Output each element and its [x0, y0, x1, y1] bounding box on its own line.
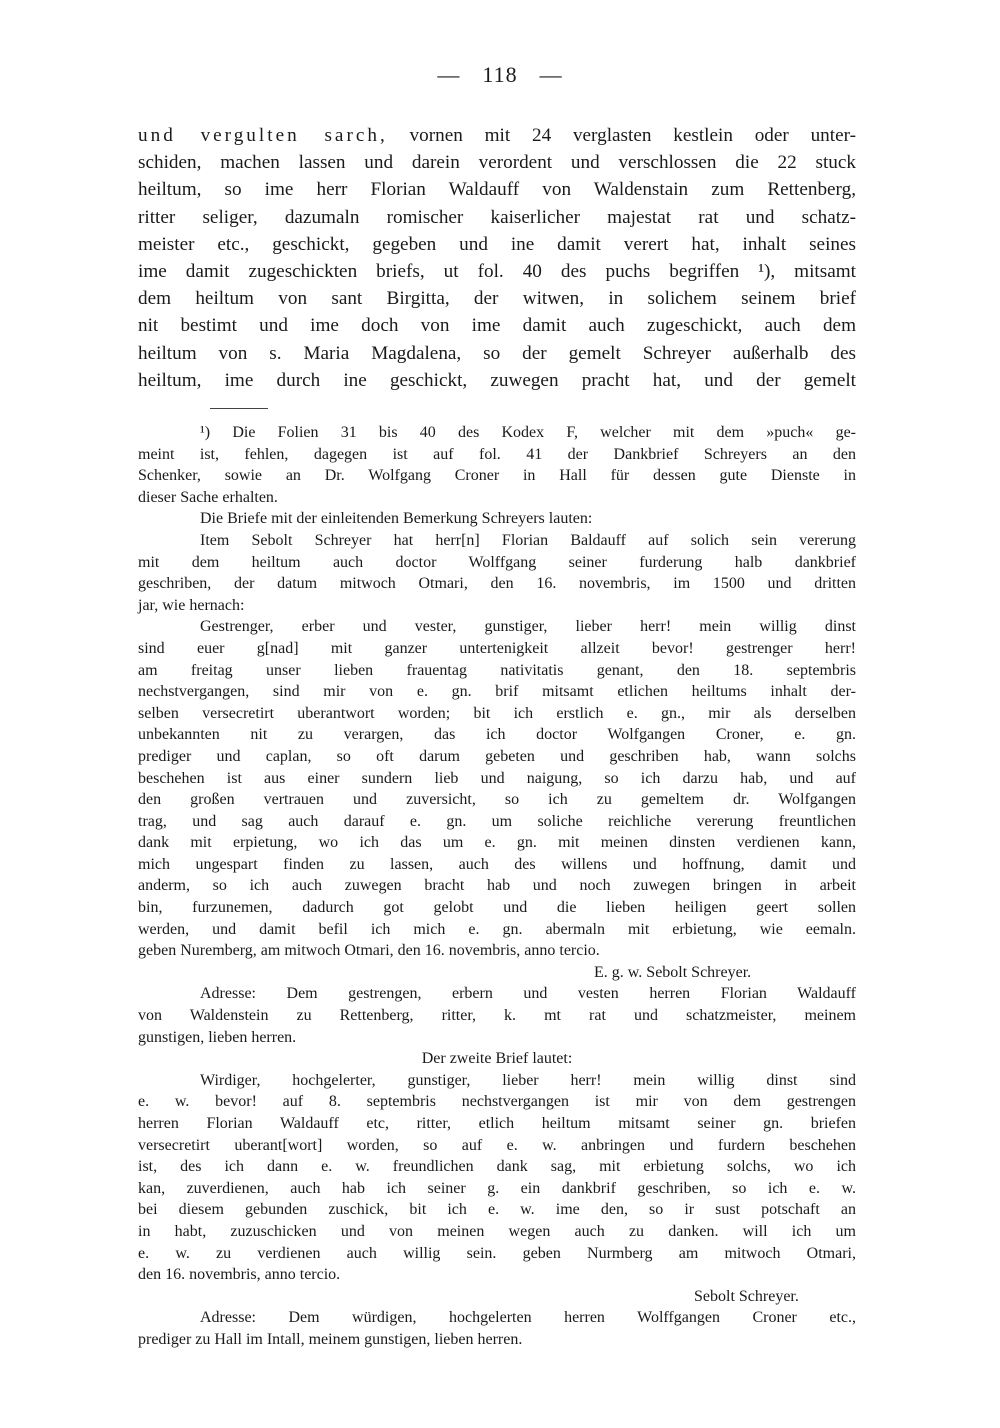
letter1-address-line: von Waldenstein zu Rettenberg, ritter, k. mt rat und schatzmeister, meinem [138, 1007, 856, 1025]
letter1-line: unbekannten nit zu verargen, das ich doctor Wolfgangen Croner, e. gn. [138, 726, 856, 744]
footnote-line: meint ist, fehlen, dagegen ist auf fol. 41 der Dankbrief Schreyers an den [138, 445, 856, 463]
letter2-line: e. w. bevor! auf 8. septembris nechstvergangen ist mir von dem gestrengen [138, 1093, 856, 1111]
intro-line: Item Sebolt Schreyer hat herr[n] Florian Baldauff auf solich sein vererung [200, 531, 856, 549]
main-text-line: ime damit zugeschickten briefs, ut fol. 40 des puchs begriffen ¹), mitsamt [138, 261, 856, 283]
letter1-line: selben versecretirt uberantwort worden; bit ich erstlich e. gn., mir als derselben [138, 704, 856, 722]
letter1-line: beschehen ist aus einer sundern lieb und naigung, so ich darzu hab, und auf [138, 769, 856, 787]
letter1-line: anderm, so ich auch zuwegen bracht hab und noch zuwegen bringen in arbeit [138, 877, 856, 895]
spaced-emphasis: und vergulten sarch, [138, 125, 388, 146]
letter2-line: ist, des ich dann e. w. freundlichen dank sag, mit erbietung solchs, wo ich [138, 1158, 856, 1176]
letter1-address-line: gunstigen, lieben herren. [138, 1028, 297, 1046]
letter1-line: dank mit erpietung, wo ich das um e. gn. mit meinen dinsten verdienen kann, [138, 834, 856, 852]
letter2-heading: Der zweite Brief lautet: [421, 1050, 573, 1068]
page-number-dash-left: — [437, 62, 461, 87]
letter1-line: bin, furzunemen, dadurch got gelobt und die lieben heiligen geert sollen [138, 899, 856, 917]
footnote-line: dieser Sache erhalten. [138, 488, 278, 506]
letter2-line: e. w. zu verdienen auch willig sein. geben Nurmberg am mitwoch Otmari, [138, 1244, 856, 1262]
main-text-line: heiltum, ime durch ine geschickt, zuwegen pracht hat, und der gemelt [138, 369, 856, 391]
letter2-address-line: Adresse: Dem würdigen, hochgelerten herren Wolffgangen Croner etc., [200, 1309, 856, 1327]
letter2-line: bei diesem gebunden zuschick, bit ich e. w. ime den, so ir sust potschaft an [138, 1201, 856, 1219]
letter1-line: sind euer g[nad] mit ganzer untertenigkeit allzeit bevor! gestrenger herr! [138, 639, 856, 657]
main-text-line: ritter seliger, dazumaln romischer kaiserlicher majestat rat und schatz- [138, 206, 856, 228]
footnote-line: ¹) Die Folien 31 bis 40 des Kodex F, welcher mit dem »puch« ge- [200, 424, 856, 441]
letter1-address-line: Adresse: Dem gestrengen, erbern und vesten herren Florian Waldauff [200, 985, 856, 1003]
main-text-line: schiden, machen lassen und darein verordent und verschlossen die 22 stuck [138, 152, 856, 174]
letter1-line: nechstvergangen, sind mir von e. gn. brif mitsamt etlichen heiltums inhalt der- [138, 683, 856, 701]
main-text-line [138, 122, 856, 149]
letter2-line: versecretirt uberant[wort] worden, so auf e. w. anbringen und furdern beschehen [138, 1136, 856, 1154]
main-text [138, 122, 856, 394]
letters-intro: Die Briefe mit der einleitenden Bemerkung Schreyers lauten: [200, 510, 593, 528]
letter2-line: herren Florian Waldauff etc, ritter, etlich heiltum mitsamt seiner gn. briefen [138, 1115, 856, 1132]
page-number-value: 118 [482, 62, 518, 87]
letter1-line: werden, und damit befil ich mich e. gn. abermaln mit erbietung, wie eemaln. [138, 920, 856, 938]
main-text-line: nit bestimt und ime doch von ime damit auch zugeschickt, auch dem [138, 315, 856, 337]
main-text-line: heiltum von s. Maria Magdalena, so der gemelt Schreyer außerhalb des [138, 342, 856, 364]
letter2-address-line: prediger zu Hall im Intall, meinem gunstigen, lieben herren. [138, 1330, 523, 1348]
letter1-line: geben Nuremberg, am mitwoch Otmari, den 16. novembris, anno tercio. [138, 942, 600, 960]
page-number [0, 62, 1000, 88]
letter1-line: den großen vertrauen und zuversicht, so ich zu gemeltem dr. Wolfgangen [138, 791, 856, 809]
letter1-line: am freitag unser lieben frauentag nativitatis genant, den 18. septembris [138, 661, 856, 679]
letter2-line: den 16. novembris, anno tercio. [138, 1266, 341, 1284]
intro-line: geschriben, der datum mitwoch Otmari, den 16. novembris, im 1500 und dritten [138, 575, 856, 593]
main-text-line: dem heiltum von sant Birgitta, der witwen, in solichem seinem brief [138, 288, 856, 310]
footnote-line: Schenker, sowie an Dr. Wolfgang Croner in Hall für dessen gute Dienste in [138, 467, 856, 485]
footnote-divider [210, 408, 268, 409]
letter2-line: Wirdiger, hochgelerter, gunstiger, lieber herr! mein willig dinst sind [200, 1071, 856, 1089]
page-number-dash-right: — [539, 62, 563, 87]
main-text-line-rest: vornen mit 24 verglasten kestlein oder unter- [409, 125, 857, 146]
letter2-line: kan, zuverdienen, auch hab ich seiner g. ein dankbrif geschriben, so ich e. w. [138, 1179, 856, 1197]
main-text-line: meister etc., geschickt, gegeben und ine damit verert hat, inhalt seines [138, 233, 856, 255]
intro-line: mit dem heiltum auch doctor Wolffgang seiner furderung halb dankbrief [138, 553, 856, 571]
letter1-line: prediger und caplan, so oft darum gebeten und geschriben hab, wann solchs [138, 747, 856, 765]
letter1-line: trag, und sag auch darauf e. gn. um soliche reichliche vererung freuntlichen [138, 812, 856, 830]
letter2-line: in habt, zuzuschicken und von meinen wegen auch zu danken. will ich um [138, 1222, 856, 1240]
intro-line: jar, wie hernach: [138, 596, 245, 614]
main-text-line: heiltum, so ime herr Florian Waldauff von Waldenstain zum Rettenberg, [138, 179, 856, 201]
letter1-signature: E. g. w. Sebolt Schreyer. [594, 963, 752, 981]
letter1-line: mich ungespart finden zu lassen, auch des willens und hoffnung, damit und [138, 855, 856, 873]
footnote-block [138, 422, 856, 1351]
letter1-line: Gestrenger, erber und vester, gunstiger, lieber herr! mein willig dinst [200, 618, 856, 636]
letter2-signature: Sebolt Schreyer. [694, 1287, 799, 1305]
